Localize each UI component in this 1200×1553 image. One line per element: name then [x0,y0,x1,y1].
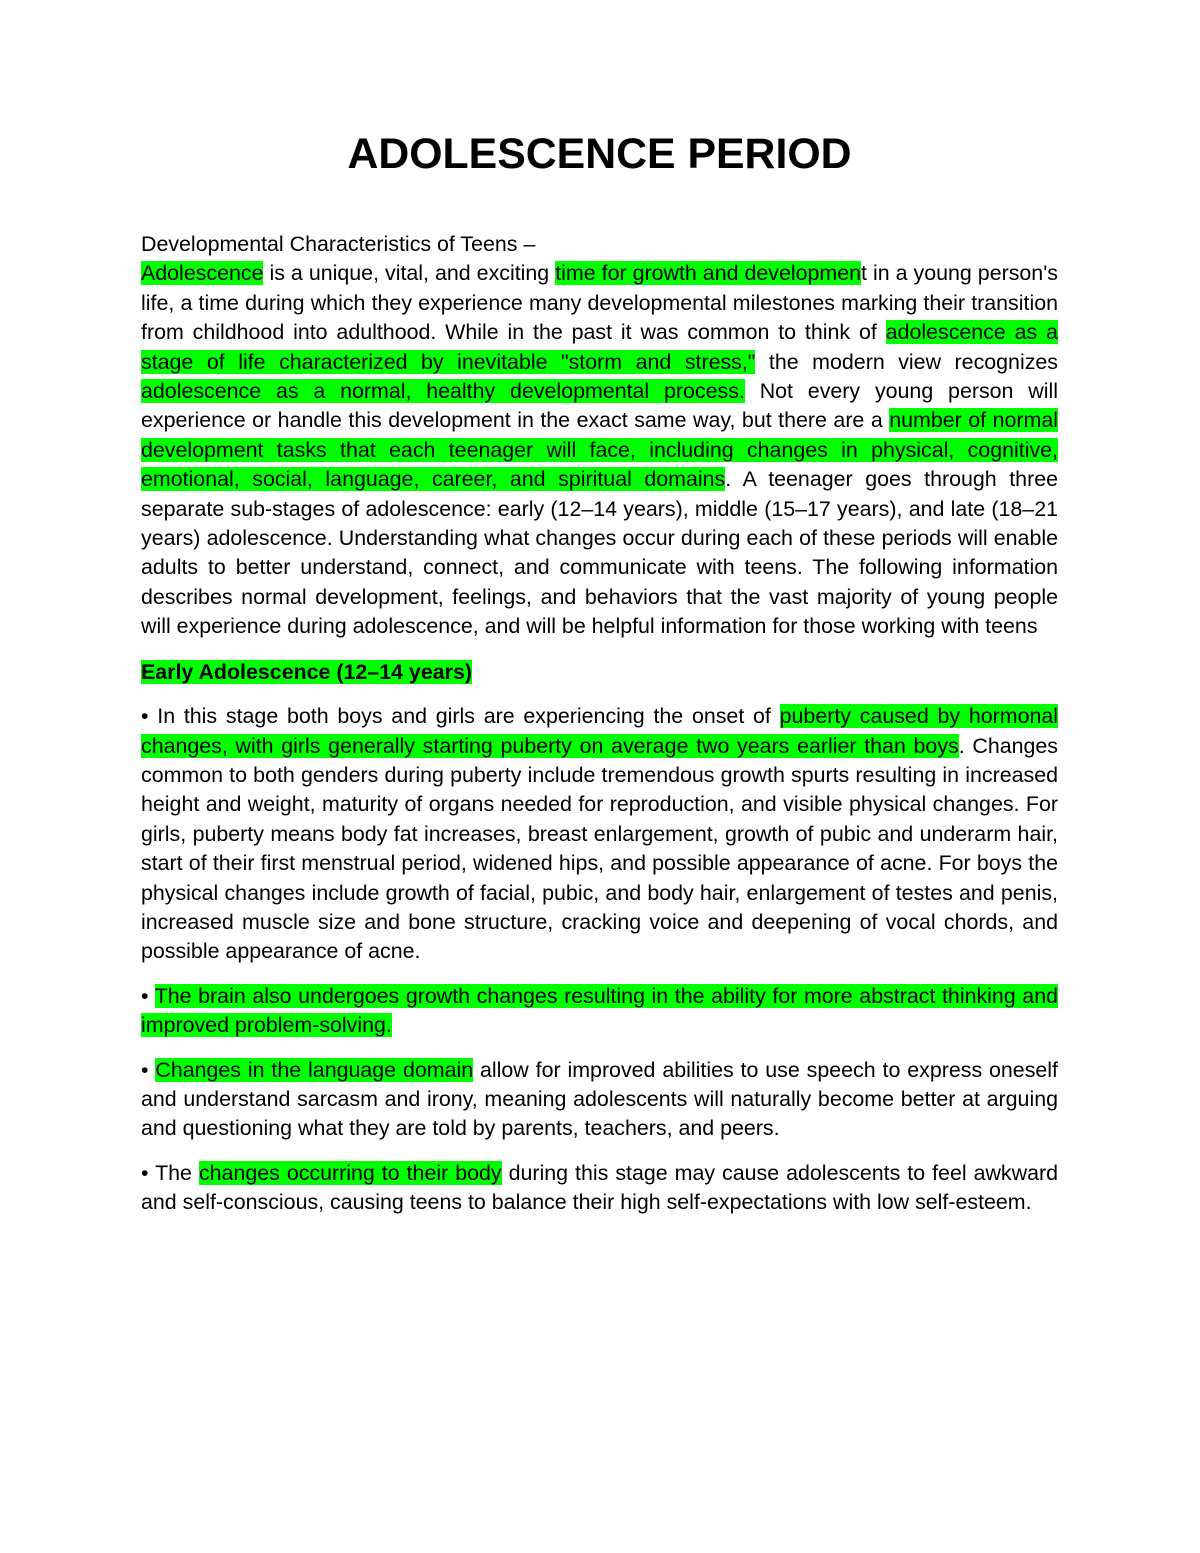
bullet-language [141,1056,1058,1144]
text-segment: t in a young person's life, a time during which they experience many developmental milestones marking their transition from childhood into adulthood. While in the past it was common to think of [141,261,1058,345]
text-segment: . Changes common to both genders during puberty include tremendous growth spurts resulting in increased height and weight, maturity of organs needed for reproduction, and visible physical changes. For girls, puberty means body fat increases, breast enlargement, growth of pubic and underarm hair, start of their first menstrual period, widened hips, and possible appearance of acne. For boys the physical changes include growth of facial, pubic, and body hair, enlargement of testes and penis, increased muscle size and bone structure, cracking voice and deepening of vocal chords, and possible appearance of acne. [141,733,1059,964]
highlighted-text: Adolescence [141,261,264,286]
text-segment: allow for improved abilities to use speech to express oneself and understand sarcasm and irony, meaning adolescents will naturally become better at arguing and questioning what they are told by parents, teachers, and peers. [141,1057,1058,1141]
highlighted-text: time for growth and developmen [555,261,862,286]
document-page [141,130,1059,1218]
section-heading [141,658,1058,687]
document-subtitle: Developmental Characteristics of Teens – [141,232,536,256]
highlighted-text: adolescence as a stage of life characterized by inevitable "storm and stress," [141,320,1058,374]
text-segment: • In this stage both boys and girls are experiencing the onset of [141,704,780,729]
text-segment: • [141,983,155,1008]
text-segment: • The [141,1160,199,1185]
text-segment: Not every young person will experience or handle this development in the exact same way, but there are a [141,379,1058,433]
text-segment: is a unique, vital, and exciting [263,261,556,286]
bullet-puberty [141,702,1058,967]
highlighted-text: number of normal development tasks that each teenager will face, including changes in physical, cognitive, emotional, social, language, career, and spiritual domains [141,408,1059,492]
section-heading-text: Early Adolescence (12–14 years) [141,659,472,684]
document-title: ADOLESCENCE PERIOD [347,130,852,178]
highlighted-text: Changes in the language domain [155,1057,474,1082]
highlighted-text: The brain also undergoes growth changes resulting in the ability for more abstract thinking and improved problem-solving. [141,983,1058,1038]
text-segment: the modern view recognizes [755,349,1058,374]
highlighted-text: changes occurring to their body [198,1160,502,1185]
text-segment: • [141,1057,156,1082]
highlighted-text: adolescence as a normal, healthy developmental process. [141,379,745,404]
bullet-body-changes [141,1159,1058,1218]
highlighted-text: puberty caused by hormonal changes, with girls generally starting puberty on average two years earlier than boys [141,704,1059,758]
intro-paragraph [141,259,1058,641]
text-segment: during this stage may cause adolescents to feel awkward and self-conscious, causing teens to balance their high self-expectations with low self-esteem. [141,1160,1058,1215]
text-segment: . A teenager goes through three separate sub-stages of adolescence: early (12–14 years), middle (15–17 years), and late (18–21 years) adolescence. Understanding what changes occur during each of these periods will enable adults to better understand, connect, and communicate with teens. The following information describes normal development, feelings, and behaviors that the vast majority of young people will experience during adolescence, and will be helpful information for those working with teens [141,467,1058,639]
bullet-brain [141,982,1058,1041]
